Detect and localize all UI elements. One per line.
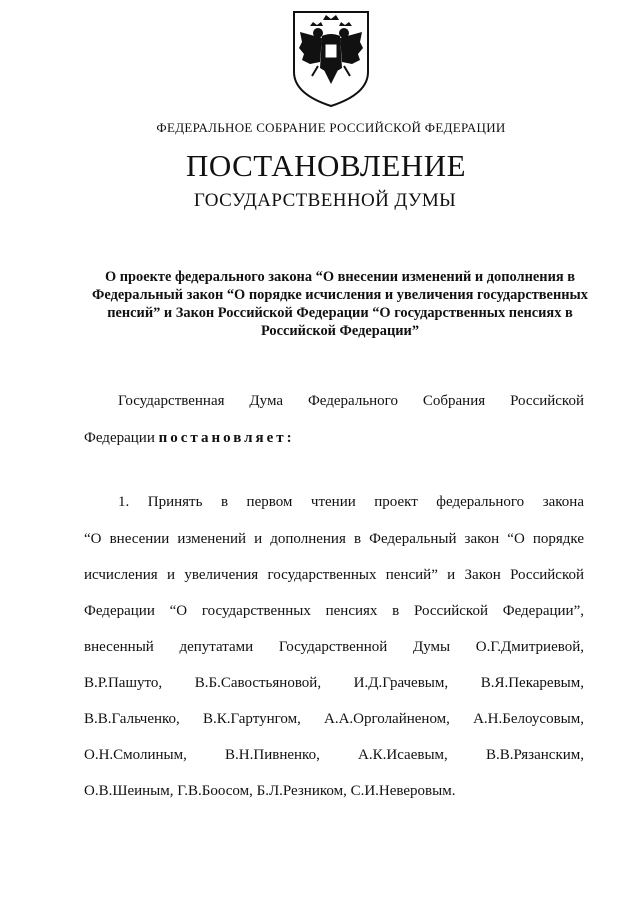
resolution-subject: О проекте федерального закона “О внесении изменений и дополнения в Федеральный закон “О порядке исчисления и увеличения государственных пенсий” и Закон Российской Федерации “О государственных пенсиях в Российской Федерации”	[92, 269, 588, 339]
item-line-2: “О внесении изменений и дополнения в Федеральный закон “О порядке	[84, 531, 584, 547]
item-line-4: Федерации “О государственных пенсиях в Российской Федерации”,	[84, 603, 584, 619]
item-line-5: внесенный депутатами Государственной Думы О.Г.Дмитриевой,	[84, 639, 584, 655]
document-title: ПОСТАНОВЛЕНИЕ	[185, 148, 467, 183]
item-line-3: исчисления и увеличения государственных пенсий” и Закон Российской	[84, 567, 584, 583]
decree-verb: постановляет:	[158, 430, 295, 446]
item-line-6: В.Р.Пашуто, В.Б.Савостьяновой, И.Д.Грачевым, В.Я.Пекаревым,	[84, 675, 584, 691]
preamble-line-1: Государственная Дума Федерального Собрания Российской	[118, 393, 584, 409]
item-line-7: В.В.Гальченко, В.К.Гартунгом, А.А.Орголайненом, А.Н.Белоусовым,	[84, 711, 584, 727]
coat-of-arms-icon	[288, 6, 374, 110]
item-line-1: 1. Принять в первом чтении проект федерального закона	[118, 494, 584, 510]
preamble-text: Федерации	[84, 430, 155, 446]
document-subtitle: ГОСУДАРСТВЕННОЙ ДУМЫ	[193, 190, 457, 211]
preamble-line-2	[84, 429, 584, 447]
item-line-9: О.В.Шеиным, Г.В.Боосом, Б.Л.Резником, С.И.Неверовым.	[84, 783, 456, 799]
assembly-heading: ФЕДЕРАЛЬНОЕ СОБРАНИЕ РОССИЙСКОЙ ФЕДЕРАЦИИ	[156, 120, 506, 135]
item-line-8: О.Н.Смолиным, В.Н.Пивненко, А.К.Исаевым, В.В.Рязанским,	[84, 747, 584, 763]
